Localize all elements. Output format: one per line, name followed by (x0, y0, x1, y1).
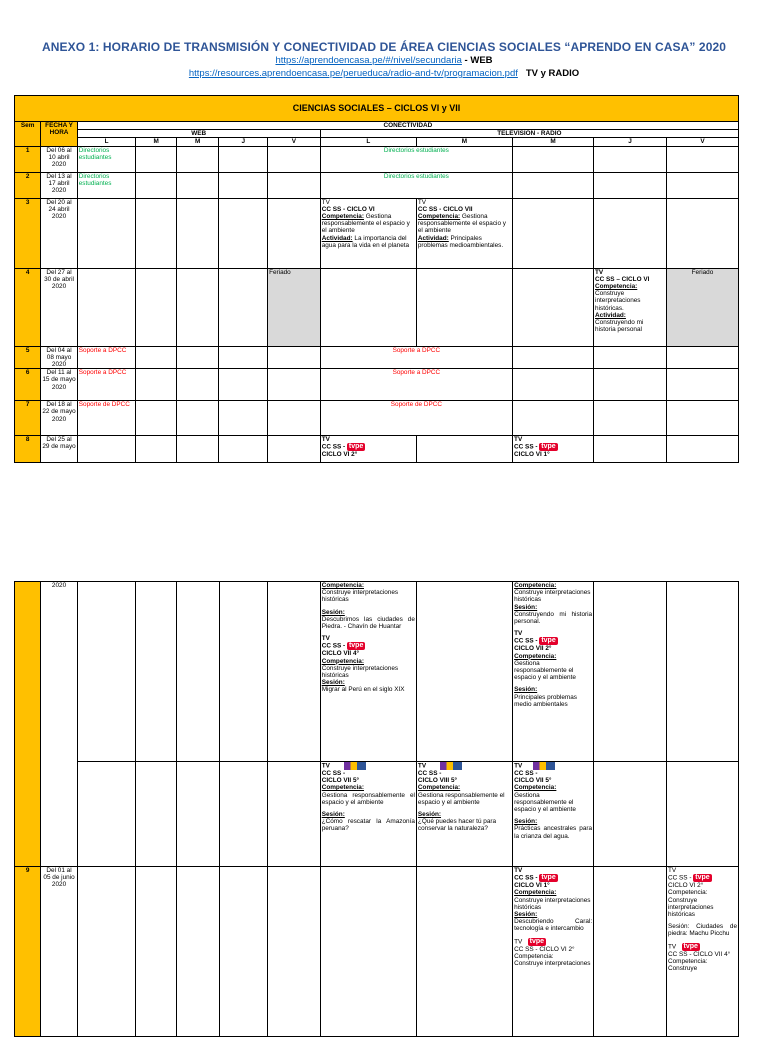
web-link-line (0, 55, 768, 66)
sesion-label: Sesión: (514, 686, 538, 694)
date-cell: Del 06 al 10 abril 2020 (41, 146, 77, 172)
ciclo-label: CICLO VI 1° (514, 882, 550, 890)
day-header: J (594, 138, 667, 146)
tvpe-logo: tvpe (541, 637, 556, 645)
date-cell: Del 20 al 24 abril 2020 (41, 198, 77, 268)
tv-cell: Directorios estudiantes (320, 146, 512, 172)
day-header: M (176, 138, 219, 146)
day-header: J (219, 138, 268, 146)
tv-label: TV (595, 268, 604, 276)
course-label: CC SS - (321, 643, 346, 651)
tv-label: TV (668, 867, 677, 874)
tv-lesson-cell (416, 762, 512, 867)
sem-cell: 5 (15, 346, 41, 369)
ciclo-label: CICLO VI 2° (321, 451, 358, 459)
date-cell: Del 11 al 15 de mayo 2020 (41, 369, 77, 401)
table-row (15, 346, 739, 369)
table-row (15, 198, 739, 268)
tv-label: TV (321, 635, 330, 643)
competencia-text: Construye interpretaciones históricas (321, 589, 399, 604)
tv-label: TV (417, 198, 427, 206)
course-label: CC SS - (321, 444, 346, 452)
tv-lesson-cell (320, 762, 416, 867)
course-label: CC SS - CICLO VI 2° (514, 945, 575, 953)
document-title: ANEXO 1: HORARIO DE TRANSMISIÓN Y CONECTIVIDAD DE ÁREA CIENCIAS SOCIALES “APRENDO EN CASA” 2020 (41, 40, 727, 54)
day-header: M (513, 138, 594, 146)
sesion-text: Principales problemas medio ambientales (514, 693, 577, 708)
tv-label: TV (514, 630, 523, 638)
lesson-title: CC SS - CICLO VII (417, 205, 473, 213)
sem-cell: 9 (15, 867, 41, 1037)
course-label: CC SS - (514, 874, 538, 882)
radio-link-line (0, 68, 768, 79)
actividad-text: Principales problemas medioambientales. (417, 234, 504, 249)
tv-label: TV (514, 436, 523, 444)
day-header: L (77, 138, 136, 146)
competencia-text: Gestiona responsablemente el espacio y el ambiente (321, 791, 415, 806)
tv-label: TV (514, 762, 523, 770)
web-cell: Directorios estudiantes (77, 146, 136, 172)
day-header: M (136, 138, 176, 146)
competencia-text: Construye interpretaciones (514, 960, 591, 968)
sesion-text: Prácticas ancestrales para la crianza del agua. (514, 825, 593, 840)
sem-cell: 6 (15, 369, 41, 401)
tv-lesson-cell (513, 436, 594, 463)
tvpe-logo: tvpe (541, 874, 556, 882)
sesion-text: Construyendo mi historia personal. (514, 610, 593, 626)
web-cell: Soporte de DPCC (77, 401, 136, 436)
competencia-label: Competencia: (514, 582, 557, 589)
tv-lesson-cell (416, 198, 512, 268)
lesson-title: CC SS - CICLO VI (321, 205, 375, 213)
ciclo-label: CICLO VII 2° (514, 645, 552, 653)
course-label: CC SS - (321, 770, 346, 777)
table-row (15, 146, 739, 172)
schedule-table-page2 (14, 581, 739, 1037)
channel-logo-icon (344, 762, 366, 770)
tv-label: TV (321, 436, 330, 444)
tvpe-logo: tvpe (541, 443, 556, 451)
ciclo-label: CICLO VI 1° (514, 451, 550, 459)
sesion-label: Sesión: (321, 811, 345, 819)
web-link[interactable]: https://aprendoencasa.pe/#/nivel/secundaria (275, 55, 462, 66)
competencia-label: Competencia: (417, 784, 461, 792)
competencia-text: Gestiona responsablemente el espacio y el ambiente (417, 213, 506, 235)
course-label: CC SS - (417, 770, 442, 777)
tv-cell: Soporte a DPCC (320, 369, 512, 401)
feriado-cell: Feriado (666, 268, 738, 346)
ciclo-label: CICLO VII 4° (321, 650, 360, 658)
actividad-text: La importancia del agua para la vida en el planeta (321, 234, 410, 249)
table-row (15, 172, 739, 198)
sesion-text: ¿Cómo rescatar la Amazonía peruana? (321, 818, 415, 833)
table-row (15, 436, 739, 463)
tv-label: TV (668, 943, 677, 951)
actividad-label: Actividad: (321, 234, 353, 242)
tvpe-logo: tvpe (683, 942, 698, 950)
ciclo-label: CICLO VII 5° (321, 777, 360, 785)
competencia-label: Competencia: (514, 652, 557, 660)
web-suffix: - WEB (461, 55, 493, 66)
date-cell: Del 25 al 29 de mayo (41, 436, 77, 463)
tv-label: TV (514, 938, 523, 946)
course-label: CC SS - (668, 874, 692, 882)
competencia-label: Competencia: (321, 582, 364, 589)
tv-label: TV (417, 762, 427, 770)
tv-lesson-cell (320, 198, 416, 268)
sesion-text: Sesión: Ciudades de piedra: Machu Picchu (668, 923, 737, 938)
sem-cell (15, 582, 41, 867)
tv-cell: Soporte a DPCC (320, 346, 512, 369)
course-label: CC SS - (514, 770, 538, 777)
day-header: V (268, 138, 321, 146)
tvpe-logo: tvpe (529, 937, 545, 945)
competencia-label: Competencia: (321, 784, 364, 792)
web-header: WEB (77, 130, 320, 138)
table-row (15, 582, 739, 762)
radio-link[interactable]: https://resources.aprendoencasa.pe/perueduca/radio-and-tv/programacion.pdf (188, 68, 518, 79)
day-header: L (320, 138, 416, 146)
year-cell: 2020 (41, 582, 77, 867)
sesion-label: Sesión: (514, 911, 538, 919)
competencia-text: Gestiona responsablemente el espacio y el ambiente (321, 213, 410, 235)
channel-logo-icon (533, 762, 555, 770)
competencia-text: Gestiona responsablemente el espacio y el ambiente (514, 659, 576, 682)
tv-label: TV (514, 867, 523, 874)
ciclo-label: CICLO VIII 5° (417, 777, 458, 785)
competencia-label: Competencia: (668, 957, 708, 965)
table-title: CIENCIAS SOCIALES – CICLOS VI y VII (15, 96, 739, 122)
web-cell: Soporte a DPCC (77, 346, 136, 369)
competencia-text: Construye interpretaciones históricas (514, 589, 591, 604)
date-cell: Del 04 al 08 mayo 2020 (41, 346, 77, 369)
tv-label: TV (321, 762, 330, 770)
sem-cell: 2 (15, 172, 41, 198)
actividad-text: Construyendo mi historia personal (595, 319, 644, 334)
competencia-text: Construye interpretaciones históricas. (595, 290, 641, 312)
tvpe-logo: tvpe (348, 443, 364, 451)
web-cell: Directorios estudiantes (77, 172, 136, 198)
sesion-label: Sesión: (514, 818, 538, 826)
col-fecha: FECHA Y HORA (41, 122, 77, 147)
tv-lesson-cell (513, 867, 594, 1037)
tv-lesson-cell (513, 582, 594, 762)
competencia-label: Competencia: (668, 889, 708, 897)
sesion-text: Descubrimos las ciudades de Piedra. - Chavín de Huantar (321, 615, 415, 631)
table-row (15, 401, 739, 436)
ciclo-label: CICLO VII 5° (514, 777, 552, 785)
competencia-label: Competencia: (514, 952, 554, 960)
sem-cell: 7 (15, 401, 41, 436)
sesion-label: Sesión: (417, 811, 442, 819)
sesion-text: Migrar al Perú en el siglo XIX (321, 686, 405, 694)
sesion-text: Descubriendo Caral: tecnología e intercambio (514, 918, 593, 933)
conectividad-header: CONECTIVIDAD (77, 122, 738, 130)
date-cell: Del 27 al 30 de abril 2020 (41, 268, 77, 346)
tv-cell: Directorios estudiantes (320, 172, 512, 198)
competencia-text: Construye interpretaciones históricas (668, 896, 714, 919)
competencia-text: Gestiona responsablemente el espacio y el ambiente (514, 791, 576, 814)
sem-cell: 3 (15, 198, 41, 268)
tvpe-logo: tvpe (348, 642, 364, 650)
course-label: CC SS - (514, 444, 538, 452)
competencia-text: Construye interpretaciones históricas (514, 896, 591, 911)
course-label: CC SS - (514, 638, 538, 646)
date-cell: Del 18 al 22 de mayo 2020 (41, 401, 77, 436)
competencia-label: Competencia: (514, 784, 557, 792)
sem-cell: 8 (15, 436, 41, 463)
ciclo-label: CICLO VI 2° (668, 882, 704, 890)
radio-suffix: TV y RADIO (525, 68, 580, 79)
table-row (15, 762, 739, 867)
sem-cell: 1 (15, 146, 41, 172)
table-row (15, 867, 739, 1037)
competencia-label: Competencia: (595, 283, 638, 291)
day-header: M (416, 138, 512, 146)
tv-cell: Soporte de DPCC (320, 401, 512, 436)
competencia-text: Construye (668, 965, 698, 973)
course-label: CC SS - CICLO VII 4° (668, 950, 731, 958)
actividad-label: Actividad: (595, 311, 626, 319)
channel-logo-icon (440, 762, 462, 770)
date-cell: Del 13 al 17 abril 2020 (41, 172, 77, 198)
sesion-text: ¿Qué puedes hacer tú para conservar la naturaleza? (417, 818, 497, 833)
competencia-text: Gestiona responsablemente el espacio y el ambiente (417, 791, 505, 806)
competencia-label: Competencia: (321, 657, 364, 665)
sesion-label: Sesión: (321, 608, 345, 616)
table-row (15, 369, 739, 401)
schedule-table-page1 (14, 95, 739, 463)
competencia-label: Competencia: (514, 889, 557, 897)
tv-lesson-cell (667, 867, 739, 1037)
sesion-label: Sesión: (321, 679, 345, 687)
tv-lesson-cell (320, 582, 416, 762)
sesion-label: Sesión: (514, 603, 538, 611)
lesson-title: CC SS – CICLO VI (595, 275, 650, 283)
tv-label: TV (321, 198, 330, 206)
competencia-text: Construye interpretaciones históricas (321, 664, 399, 680)
table-row (15, 268, 739, 346)
date-cell: Del 01 al 05 de junio 2020 (41, 867, 77, 1037)
day-header: V (666, 138, 738, 146)
col-sem: Sem (15, 122, 41, 147)
tvpe-logo: tvpe (695, 874, 710, 882)
feriado-cell: Feriado (268, 268, 321, 346)
competencia-label: Competencia: (417, 213, 461, 221)
tv-lesson-cell (320, 436, 416, 463)
sem-cell: 4 (15, 268, 41, 346)
actividad-label: Actividad: (417, 234, 449, 242)
tv-radio-header: TELEVISION - RADIO (320, 130, 738, 138)
competencia-label: Competencia: (321, 213, 364, 221)
tv-lesson-cell (594, 268, 667, 346)
web-cell: Soporte a DPCC (77, 369, 136, 401)
tv-lesson-cell (513, 762, 594, 867)
